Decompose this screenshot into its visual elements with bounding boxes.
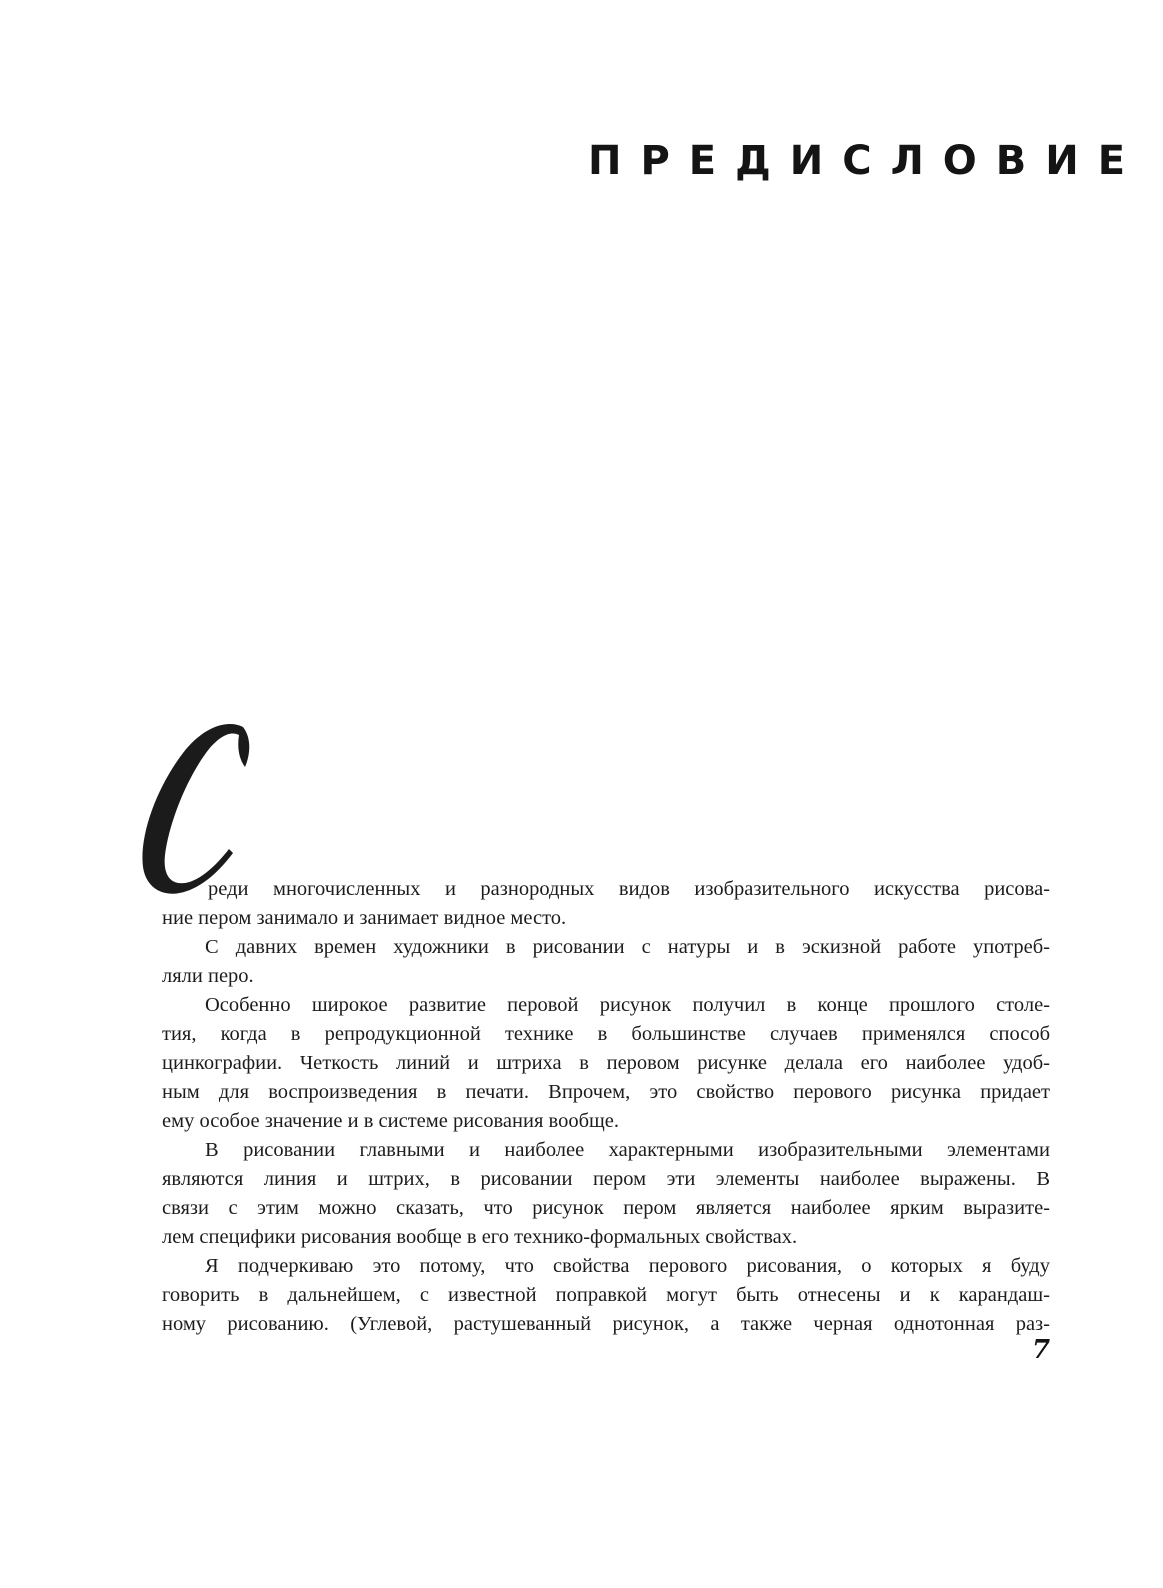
paragraph-line: ние пером занимало и занимает видное место.	[162, 907, 567, 929]
page-title: ПРЕДИСЛОВИЕ	[588, 138, 1145, 184]
paragraph-line: говорить в дальнейшем, с известной поправкой могут быть отнесены и к карандаш-	[162, 1284, 1050, 1306]
paragraph-line: ляли перо.	[162, 965, 254, 987]
paragraph-line: цинкографии. Четкость линий и штриха в перовом рисунке делала его наиболее удоб-	[162, 1052, 1050, 1074]
paragraph-line: тия, когда в репродукционной технике в большинстве случаев применялся способ	[162, 1023, 1050, 1045]
paragraph-line: С давних времен художники в рисовании с натуры и в эскизной работе употреб-	[205, 936, 1050, 958]
paragraph-line: связи с этим можно сказать, что рисунок пером является наиболее ярким выразите-	[162, 1197, 1050, 1219]
paragraph-line: являются линия и штрих, в рисовании пером эти элементы наиболее выражены. В	[162, 1168, 1050, 1190]
paragraph-line: реди многочисленных и разнородных видов изобразительного искусства рисова-	[208, 878, 1050, 900]
paragraph-line: Особенно широкое развитие перовой рисунок получил в конце прошлого столе-	[205, 994, 1050, 1016]
paragraph-line: Я подчеркиваю это потому, что свойства перового рисования, о которых я буду	[205, 1255, 1050, 1277]
paragraph-line: ным для воспроизведения в печати. Впрочем, это свойство перового рисунка придает	[162, 1081, 1050, 1103]
page-number: 7	[1032, 1335, 1051, 1365]
paragraph-line: В рисовании главными и наиболее характерными изобразительными элементами	[205, 1139, 1050, 1161]
paragraph-line: лем специфики рисования вообще в его технико-формальных свойствах.	[162, 1226, 798, 1248]
paragraph-line: ному рисованию. (Углевой, растушеванный рисунок, а также черная однотонная раз-	[162, 1313, 1050, 1335]
paragraph-line: ему особое значение и в системе рисования вообще.	[162, 1110, 620, 1132]
